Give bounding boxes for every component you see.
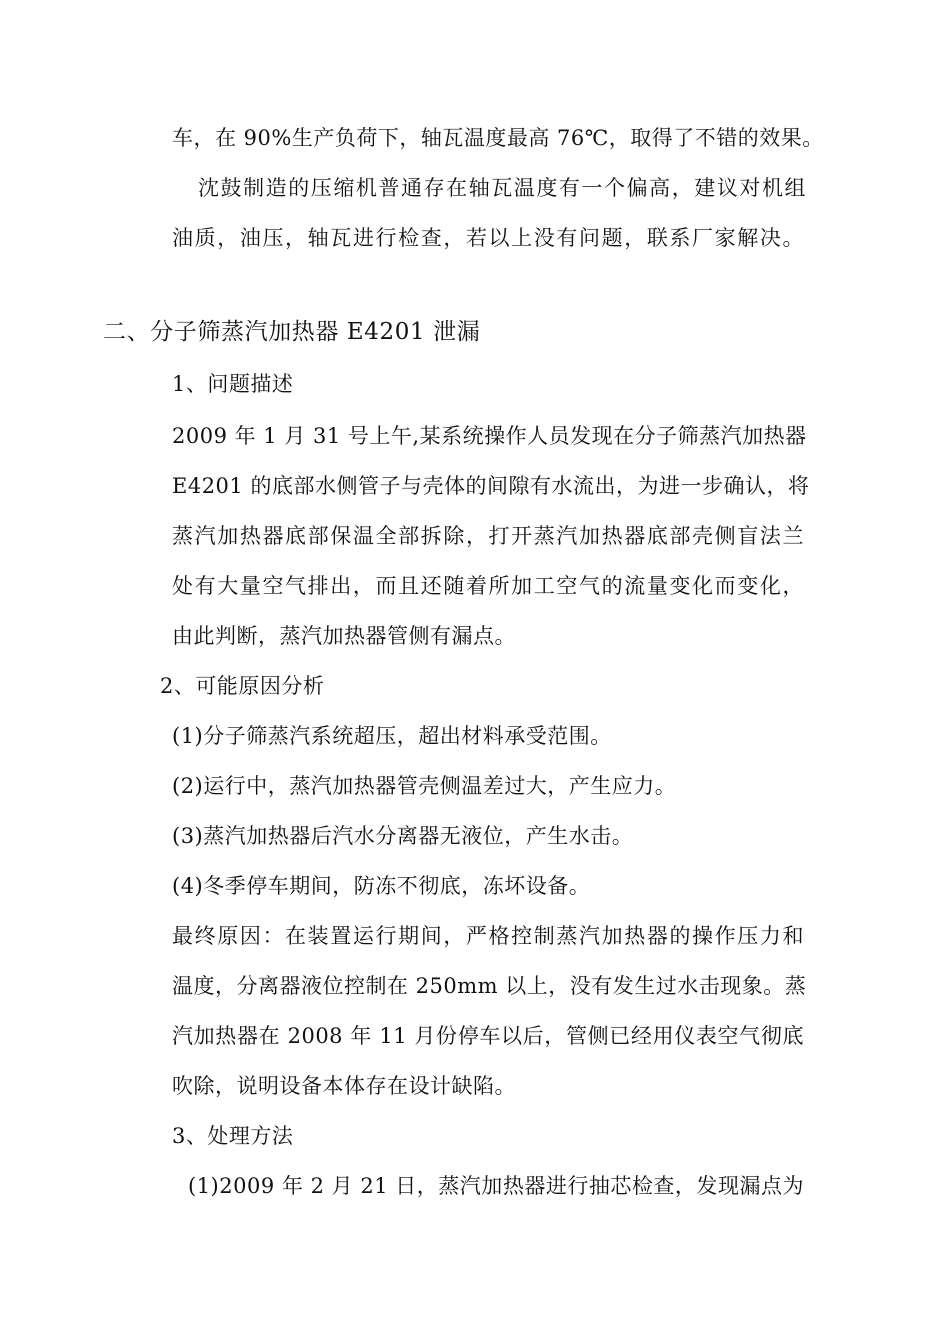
paragraph-line: E4201 的底部水侧管子与壳体的间隙有水流出，为进一步确认，将	[172, 474, 810, 498]
subsection-title: 1、问题描述	[172, 372, 294, 396]
text-line: 沈鼓制造的压缩机普通存在轴瓦温度有一个偏高，建议对机组	[198, 176, 806, 200]
paragraph-line: 温度，分离器液位控制在 250mm 以上，没有发生过水击现象。蒸	[172, 974, 807, 998]
paragraph-line: 最终原因：在装置运行期间，严格控制蒸汽加热器的操作压力和	[172, 924, 804, 948]
paragraph-line: 由此判断，蒸汽加热器管侧有漏点。	[172, 624, 516, 648]
list-item: (3)蒸汽加热器后汽水分离器无液位，产生水击。	[172, 824, 634, 848]
list-item: (1)分子筛蒸汽系统超压，超出材料承受范围。	[172, 724, 612, 748]
paragraph-line: 汽加热器在 2008 年 11 月份停车以后，管侧已经用仪表空气彻底	[172, 1024, 804, 1048]
text-line: 车，在 90%生产负荷下，轴瓦温度最高 76℃，取得了不错的效果。	[172, 126, 824, 150]
list-item: (1)2009 年 2 月 21 日，蒸汽加热器进行抽芯检查，发现漏点为	[188, 1174, 804, 1198]
subsection-title: 2、可能原因分析	[160, 674, 325, 698]
paragraph-line: 2009 年 1 月 31 号上午,某系统操作人员发现在分子筛蒸汽加热器	[172, 424, 807, 448]
section-heading: 二、分子筛蒸汽加热器 E4201 泄漏	[103, 319, 481, 345]
text-line: 油质，油压，轴瓦进行检查，若以上没有问题，联系厂家解决。	[172, 226, 804, 250]
list-item: (2)运行中，蒸汽加热器管壳侧温差过大，产生应力。	[172, 774, 677, 798]
subsection-title: 3、处理方法	[172, 1124, 294, 1148]
paragraph-line: 处有大量空气排出，而且还随着所加工空气的流量变化而变化，	[172, 574, 804, 598]
paragraph-line: 吹除，说明设备本体存在设计缺陷。	[172, 1074, 516, 1098]
paragraph-line: 蒸汽加热器底部保温全部拆除，打开蒸汽加热器底部壳侧盲法兰	[172, 524, 804, 548]
list-item: (4)冬季停车期间，防冻不彻底，冻坏设备。	[172, 874, 591, 898]
